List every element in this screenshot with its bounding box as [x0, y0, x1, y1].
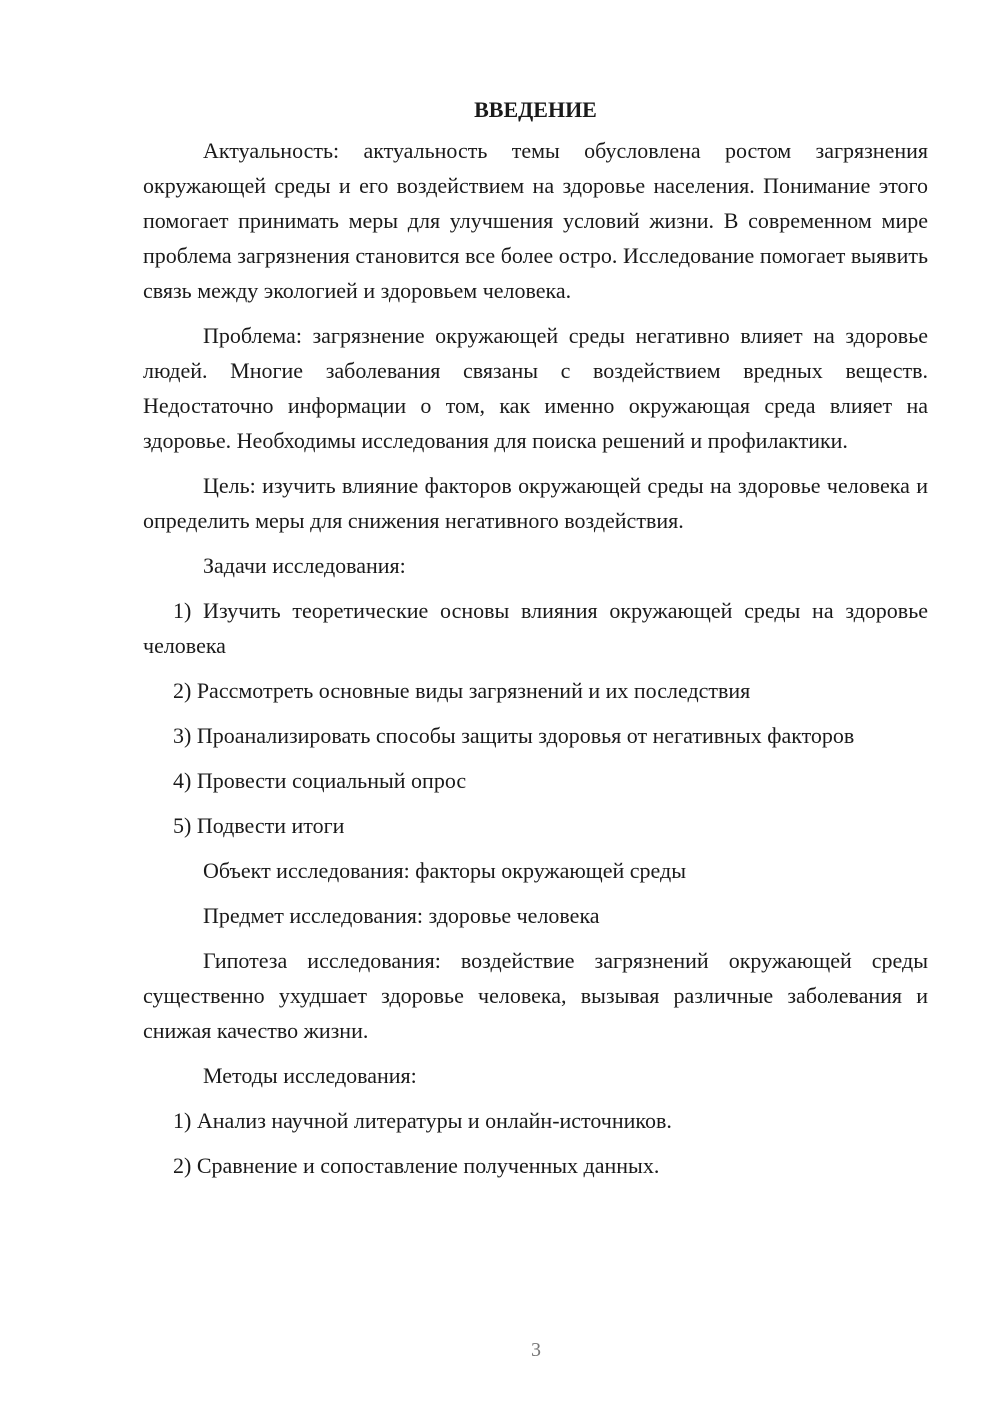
- object-paragraph: Объект исследования: факторы окружающей среды: [203, 858, 687, 883]
- goal-paragraph: Цель: изучить влияние факторов окружающей среды на здоровье человека и определить меры для снижения негативного воздействия.: [143, 473, 928, 533]
- tasks-heading: Задачи исследования:: [203, 553, 406, 578]
- method-item-2: 2) Сравнение и сопоставление полученных данных.: [173, 1153, 660, 1178]
- hypothesis-paragraph: Гипотеза исследования: воздействие загрязнений окружающей среды существенно ухудшает здоровье человека, вызывая различные заболевания и снижая качество жизни.: [143, 948, 928, 1043]
- relevance-paragraph: Актуальность: актуальность темы обусловлена ростом загрязнения окружающей среды и его воздействием на здоровье населения. Понимание этого помогает принимать меры для улучшения условий жизни. В современном мире проблема загрязнения становится все более остро. Исследование помогает выявить связь между экологией и здоровьем человека.: [143, 138, 928, 303]
- page-content: [143, 92, 928, 1193]
- method-item-1: 1) Анализ научной литературы и онлайн-источников.: [173, 1108, 672, 1133]
- section-title: ВВЕДЕНИЕ: [474, 97, 597, 122]
- subject-paragraph: Предмет исследования: здоровье человека: [203, 903, 600, 928]
- problem-paragraph: Проблема: загрязнение окружающей среды негативно влияет на здоровье людей. Многие заболевания связаны с воздействием вредных веществ. Недостаточно информации о том, как именно окружающая среда влияет на здоровье. Необходимы исследования для поиска решений и профилактики.: [143, 323, 928, 453]
- methods-heading: Методы исследования:: [203, 1063, 417, 1088]
- task-item-3: 3) Проанализировать способы защиты здоровья от негативных факторов: [173, 723, 855, 748]
- task-item-1: 1) Изучить теоретические основы влияния окружающей среды на здоровье человека: [143, 598, 928, 658]
- page-number: 3: [531, 1339, 541, 1361]
- task-item-5: 5) Подвести итоги: [173, 813, 345, 838]
- task-item-4: 4) Провести социальный опрос: [173, 768, 467, 793]
- task-item-2: 2) Рассмотреть основные виды загрязнений и их последствия: [173, 678, 751, 703]
